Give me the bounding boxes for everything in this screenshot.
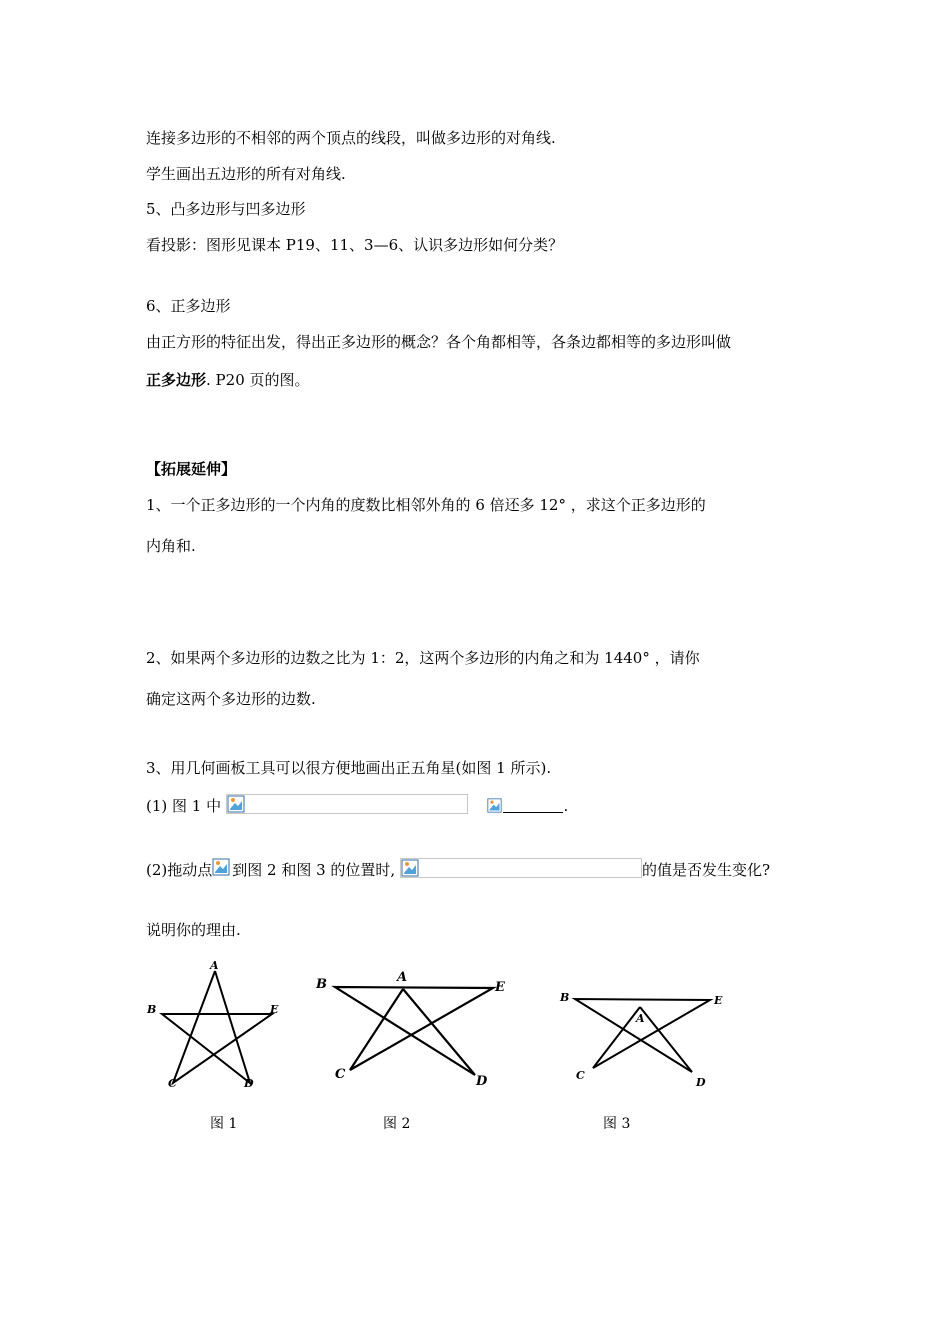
question-2-line-1: 2、如果两个多边形的边数之比为 1：2，这两个多边形的内角之和为 1440° ，请你	[146, 649, 700, 667]
question-3-part-3: 说明你的理由.	[146, 921, 241, 939]
figure-1-star	[140, 955, 290, 1095]
label-C: C	[335, 1067, 346, 1082]
label-D: D	[244, 1077, 254, 1090]
broken-image-formula	[226, 794, 468, 814]
caption-figure-2: 图 2	[383, 1116, 411, 1132]
q3-part1-period: .	[563, 797, 569, 815]
label-C: C	[576, 1069, 585, 1082]
label-B: B	[560, 991, 570, 1004]
label-E: E	[495, 980, 505, 995]
label-A: A	[397, 970, 408, 985]
caption-figure-3: 图 3	[603, 1116, 631, 1132]
figure-3-star	[555, 985, 735, 1090]
q3-part2-b: 到图 2 和图 3 的位置时,	[232, 861, 396, 879]
question-3-part-1	[146, 794, 568, 816]
heading-extension: 【拓展延伸】	[146, 460, 237, 478]
broken-image-icon	[487, 798, 502, 813]
broken-image-point	[212, 858, 232, 878]
term-regular-polygon: 正多边形	[146, 371, 207, 389]
question-1-line-2: 内角和.	[146, 537, 196, 555]
label-E: E	[270, 1003, 279, 1016]
figure-2-star	[310, 965, 520, 1090]
text-p20: . P20 页的图。	[206, 371, 310, 389]
star-lines	[575, 999, 710, 1072]
question-2-line-2: 确定这两个多边形的边数.	[146, 690, 316, 708]
star-lines	[335, 987, 493, 1075]
text-regular-polygon-concept: 由正方形的特征出发，得出正多边形的概念？各个角都相等，各条边都相等的多边形叫做	[146, 333, 732, 351]
label-C: C	[168, 1077, 177, 1090]
text-projection: 看投影：图形见课本 P19、11、3—6、认识多边形如何分类？	[146, 236, 564, 254]
star-lines	[162, 971, 272, 1083]
label-A: A	[210, 959, 219, 972]
broken-image-icon	[401, 859, 419, 877]
question-3-part-2	[146, 858, 770, 880]
text-diagonal-definition: 连接多边形的不相邻的两个顶点的线段，叫做多边形的对角线.	[146, 129, 556, 147]
broken-image-icon	[227, 795, 245, 813]
broken-image-small	[487, 798, 503, 814]
label-E: E	[714, 994, 723, 1007]
label-D: D	[696, 1076, 706, 1089]
answer-blank[interactable]	[503, 798, 563, 813]
section-convex-concave: 5、凸多边形与凹多边形	[146, 200, 306, 218]
q3-part2-a: (2)拖动点	[146, 861, 213, 879]
broken-image-expression	[400, 858, 642, 878]
text-regular-polygon-term	[146, 370, 310, 390]
question-1-line-1: 1、一个正多边形的一个内角的度数比相邻外角的 6 倍还多 12° ，求这个正多边形的	[146, 496, 706, 514]
label-B: B	[147, 1003, 157, 1016]
caption-figure-1: 图 1	[210, 1116, 238, 1132]
section-regular-polygon: 6、正多边形	[146, 297, 231, 315]
label-D: D	[476, 1074, 488, 1089]
text-draw-diagonals: 学生画出五边形的所有对角线.	[146, 165, 346, 183]
question-3: 3、用几何画板工具可以很方便地画出正五角星(如图 1 所示).	[146, 759, 552, 777]
q3-part2-c: 的值是否发生变化?	[641, 861, 771, 879]
label-A: A	[636, 1012, 645, 1025]
q3-part1-prefix: (1) 图 1 中	[146, 797, 222, 815]
broken-image-icon	[212, 858, 230, 876]
label-B: B	[316, 977, 327, 992]
